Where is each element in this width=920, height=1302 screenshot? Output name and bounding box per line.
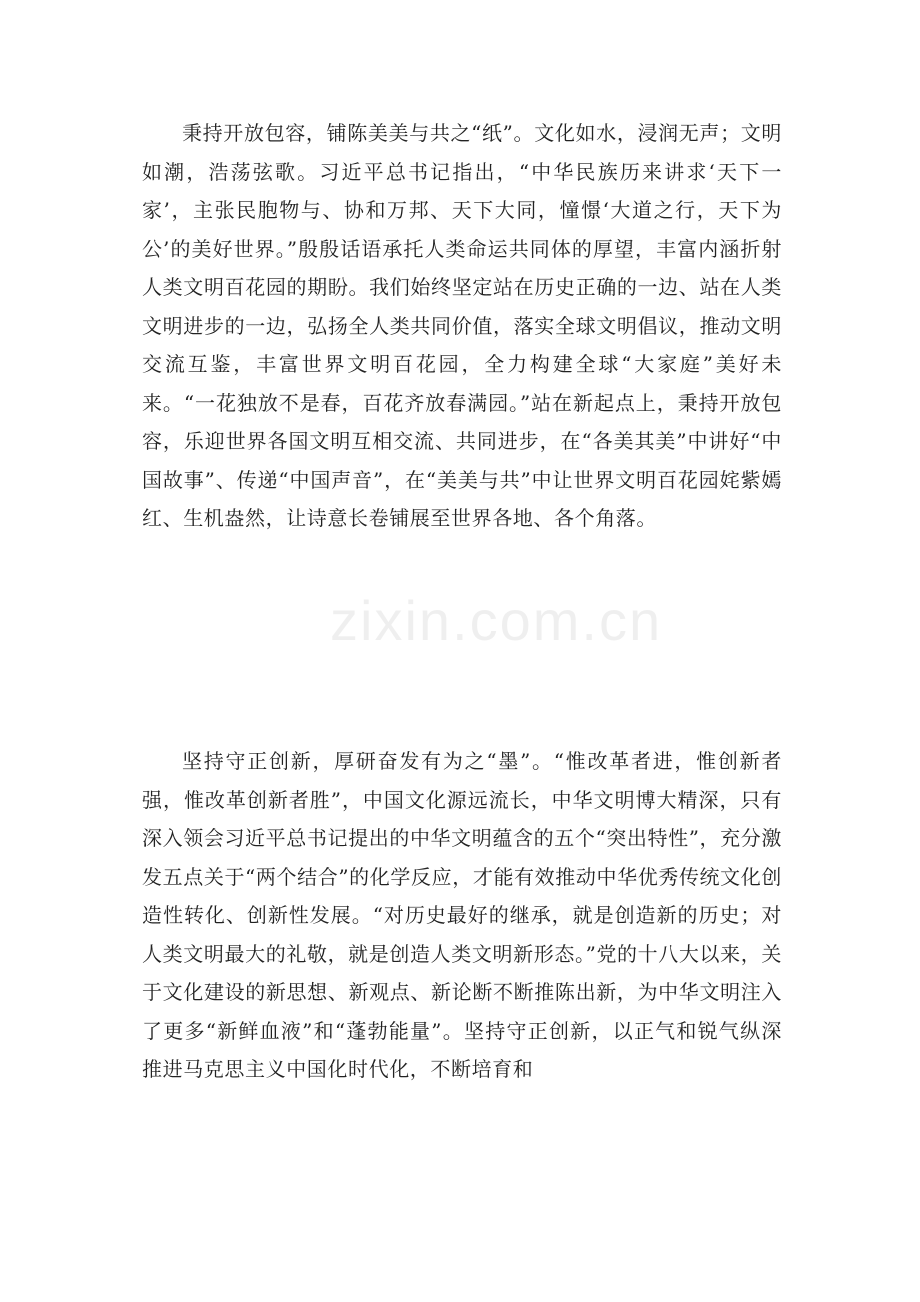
- paragraph-openness: 秉持开放包容，铺陈美美与共之“纸”。文化如水，浸润无声；文明如潮，浩荡弦歌。习近平总书记指出，“中华民族历来讲求‘天下一家’，主张民胞物与、协和万邦、天下大同，憧憬‘大道之行，天下为公’的美好世界。”殷殷话语承托人类命运共同体的厚望，丰富内涵折射人类文明百花园的期盼。我们始终坚定站在历史正确的一边、站在人类文明进步的一边，弘扬全人类共同价值，落实全球文明倡议，推动文明交流互鉴，丰富世界文明百花园，全力构建全球“大家庭”美好未来。“一花独放不是春，百花齐放春满园。”站在新起点上，秉持开放包容，乐迎世界各国文明互相交流、共同进步，在“各美其美”中讲好“中国故事”、传递“中国声音”，在“美美与共”中让世界文明百花园姹紫嫣红、生机盎然，让诗意长卷铺展至世界各地、各个角落。: [142, 121, 782, 530]
- paragraph-innovation: 坚持守正创新，厚研奋发有为之“墨”。“惟改革者进，惟创新者强，惟改革创新者胜”，中国文化源远流长，中华文明博大精深，只有深入领会习近平总书记提出的中华文明蕴含的五个“突出特性”，充分激发五点关于“两个结合”的化学反应，才能有效推动中华优秀传统文化创造性转化、创新性发展。“对历史最好的继承，就是创造新的历史；对人类文明最大的礼敬，就是创造人类文明新形态。”党的十八大以来，关于文化建设的新思想、新观点、新论断不断推陈出新，为中华文明注入了更多“新鲜血液”和“蓬勃能量”。坚持守正创新，以正气和锐气纵深推进马克思主义中国化时代化，不断培育和: [142, 749, 782, 1081]
- watermark: zixin.com.cn: [330, 589, 663, 652]
